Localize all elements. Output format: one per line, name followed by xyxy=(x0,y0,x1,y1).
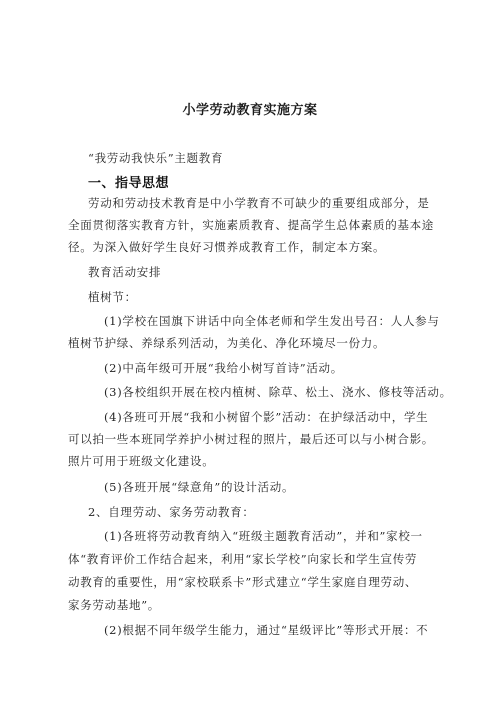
paragraph-line: 劳动和劳动技术教育是中小学教育不可缺少的重要组成部分，是 xyxy=(88,196,430,210)
list-item-continuation: 体“教育评价工作结合起来，利用“家长学校”向家长和学生宣传劳 xyxy=(68,552,418,566)
list-item: (2)中高年级可开展“我给小树写首诗”活动。 xyxy=(104,361,343,375)
paragraph-line: 径。为深入做好学生良好习惯养成教育工作，制定本方案。 xyxy=(68,240,386,254)
list-item-continuation: 动教育的重要性，用“家校联系卡”形式建立“学生家庭自理劳动、 xyxy=(68,575,418,589)
list-item: (1)学校在国旗下讲话中向全体老师和学生发出号召：人人参与 xyxy=(104,314,440,328)
list-item: (5)各班开展“绿意角”的设计活动。 xyxy=(104,480,295,494)
list-item-continuation: 植树节护绿、养绿系列活动，为美化、净化环境尽一份力。 xyxy=(68,336,386,350)
theme-line: “我劳动我快乐”主题教育 xyxy=(88,151,224,165)
paragraph-line: 全面贯彻落实教育方针，实施素质教育、提高学生总体素质的基本途 xyxy=(68,218,434,232)
arbor-day-label: 植树节： xyxy=(88,290,137,304)
subsection-heading: 2、自理劳动、家务劳动教育： xyxy=(88,505,255,519)
section-heading-guiding-ideology: 一、指导思想 xyxy=(88,176,170,191)
list-item: (1)各班将劳动教育纳入“班级主题教育活动”，并和”家校一 xyxy=(104,529,423,543)
list-item: (4)各班可开展“我和小树留个影”活动：在护绿活动中，学生 xyxy=(104,410,429,424)
list-item-continuation: 可以拍一些本班同学养护小树过程的照片，最后还可以与小树合影。 xyxy=(68,432,434,446)
document-title: 小学劳动教育实施方案 xyxy=(182,103,318,118)
list-item-continuation: 家务劳动基地”。 xyxy=(68,598,160,612)
activities-heading: 教育活动安排 xyxy=(88,265,162,279)
list-item: (2)根据不同年级学生能力，通过“星级评比”等形式开展：不 xyxy=(104,623,429,637)
list-item: (3)各校组织开展在校内植树、除草、松土、浇水、修枝等活动。 xyxy=(104,385,452,399)
list-item-continuation: 照片可用于班级文化建设。 xyxy=(68,454,215,468)
